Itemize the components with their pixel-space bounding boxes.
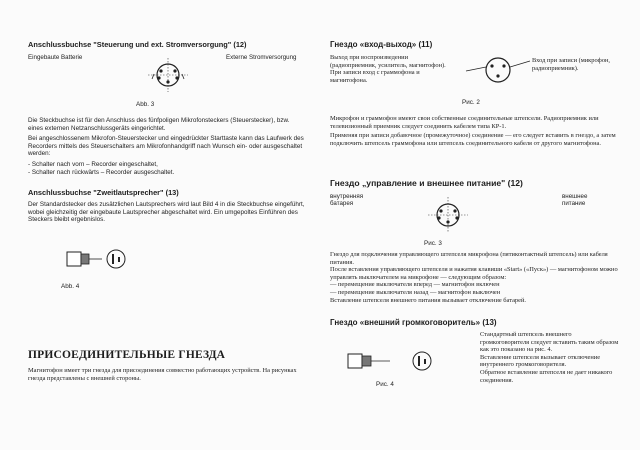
heading-input-output-ru: Гнездо «вход-выход» (11) [330, 40, 433, 49]
list-item: - Schalter nach vorn – Recorder eingeschaltet, [28, 160, 158, 168]
paragraph-start-key-ru: После вставления управляющего штепселя и нажатия клавиши «Start» («Пуск») — магнитофоном можно управлять выключателем на микрофоне — следующим образом: [330, 266, 618, 281]
list-item: — перемещение выключателя назад — магнитофон выключен [330, 288, 501, 296]
paragraph-speaker-description-de: Der Standardstecker des zusätzlichen Lautsprechers wird laut Bild 4 in die Steckbuchse eingeführt, wobei gleichzeitig der eingebaute Lautsprecher abgeschaltet wird. Ein umgepoltes Einführen des Steckers bleibt ergebnislos. [28, 201, 305, 224]
text-output-playback-ru: Выход при воспроизведении (радиоприемник, усилитель, магнитофон). При записи вход с граммофона и магнитофона. [330, 54, 446, 84]
paragraph-sockets-intro-ru: Магнитофон имеет три гнезда для присоединения совместно работающих устройств. На рисунках гнезда представлены с внешней стороны. [28, 367, 297, 382]
caption-abb4: Abb. 4 [61, 283, 80, 290]
heading-control-socket-de: Anschlussbuchse "Steuerung und ext. Stromversorgung" (12) [28, 40, 247, 49]
paragraph-control-description-de: Bei angeschlossenem Mikrofon-Steuerstecker und eingedrückter Starttaste kann das Laufwerk des Recorders mittels des Steuerschalters am Mikrofonhandgriff nach Wunsch ein- oder ausgeschaltet werden: [28, 135, 304, 158]
heading-connection-sockets-ru: ПРИСОЕДИНИТЕЛЬНЫЕ ГНЕЗДА [28, 349, 226, 361]
input-output-socket-diagram [462, 47, 534, 93]
speaker-plug-diagram-de [64, 246, 132, 272]
paragraph-speaker-disconnect-ru: Вставление штепселя вызывает отключение внутреннего громкоговорителя. [480, 353, 601, 369]
caption-ris3: Рис. 3 [424, 240, 442, 247]
paragraph-microphone-cable-ru: Микрофон и граммофон имеют свои собственные соединительные штепсели. Радиоприемник или телевизионный приемник следует соединить кабелем типа КР-1. [330, 115, 599, 130]
heading-control-power-ru: Гнездо „управление и внешнее питание" (12) [330, 178, 523, 188]
speaker-plug-diagram-ru [342, 344, 442, 378]
paragraph-control-plug-ru: Гнездо для подключения управляющего штепселя микрофона (пятиконтактный штепсель) или кабеля питания. [330, 251, 608, 266]
label-external-power-ru: внешнее питание [562, 193, 588, 207]
list-item: — перемещение выключателя вперед — магнитофон включен [330, 281, 500, 289]
list-item: - Schalter nach rückwärts – Recorder ausgeschaltet. [28, 168, 175, 176]
label-internal-battery-ru: внутренняя батарея [330, 193, 364, 207]
label-external-power-de: Externe Stromversorgung [226, 54, 297, 61]
text-input-recording-ru: Вход при записи (микрофон, радиоприемник). [532, 57, 611, 72]
switch-list-ru [330, 281, 622, 296]
heading-external-speaker-ru: Гнездо «внешний громкоговоритель» (13) [330, 318, 497, 327]
control-power-socket-diagram [426, 196, 470, 234]
heading-speaker-socket-de: Anschlussbuchse "Zweitlautsprecher" (13) [28, 188, 179, 197]
caption-ris2: Рис. 2 [462, 99, 480, 106]
paragraph-battery-disconnect-ru: Вставление штепселя внешнего питания вызывает отключение батарей. [330, 296, 526, 304]
paragraph-intermediate-connection-ru: Применяя при записи добавочное (промежуточное) соединение — его следует вставить в гнездо, а затем подключить штепсель граммофона или штепсель соединительного кабеля от другого магнитофона. [330, 132, 616, 147]
paragraph-socket-description-de: Die Steckbuchse ist für den Anschluss des fünfpoligen Mikrofonsteckers (Steuerstecker), bzw. eines externen Netzanschlussgeräts eingerichtet. [28, 117, 290, 132]
paragraph-speaker-plug-ru: Стандартный штепсель внешнего громкоговорителя следует вставить таким образом как это показано на рис. 4. [480, 331, 619, 354]
five-pin-socket-diagram [146, 57, 190, 93]
caption-ris4: Рис. 4 [376, 381, 394, 388]
switch-list-de [28, 161, 306, 176]
caption-abb3: Abb. 3 [136, 101, 155, 108]
paragraph-reverse-insert-ru: Обратное вставление штепселя не дает никакого соединения. [480, 368, 613, 384]
label-internal-battery-de: Eingebaute Batterie [28, 54, 83, 61]
